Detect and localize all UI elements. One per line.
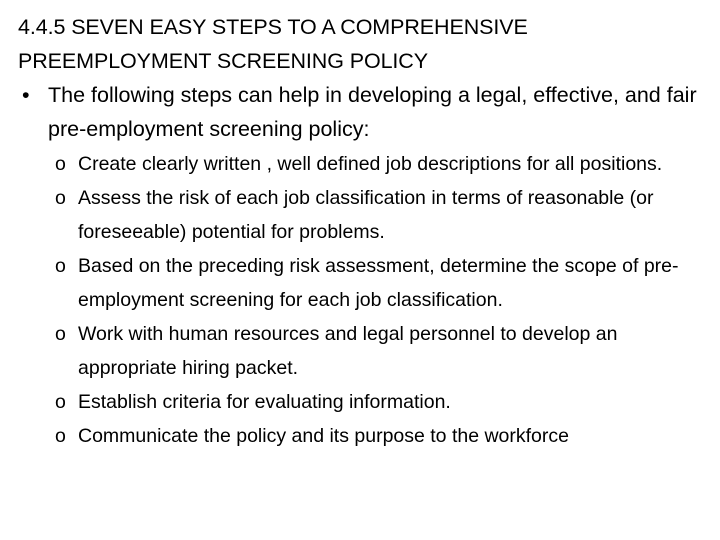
- step-text: Assess the risk of each job classification in terms of reasonable (or foreseeable) potential for problems.: [78, 187, 654, 243]
- step-item: [18, 385, 708, 419]
- step-marker: o: [55, 187, 66, 209]
- step-marker: o: [55, 323, 66, 345]
- step-item: [18, 249, 708, 317]
- step-item: [18, 317, 708, 385]
- bullet-mark: •: [22, 83, 30, 107]
- bullet-text: The following steps can help in developing a legal, effective, and fair pre-employment screening policy:: [48, 83, 697, 141]
- title-line-2: PREEMPLOYMENT SCREENING POLICY: [18, 49, 428, 73]
- slide-title: [18, 10, 708, 78]
- step-text: Establish criteria for evaluating information.: [78, 391, 451, 413]
- step-text: Create clearly written , well defined job descriptions for all positions.: [78, 153, 663, 175]
- step-item: [18, 181, 708, 249]
- step-text: Communicate the policy and its purpose to the workforce: [78, 425, 569, 447]
- step-item: [18, 419, 708, 453]
- step-text: Work with human resources and legal personnel to develop an appropriate hiring packet.: [78, 323, 618, 379]
- slide-content: [18, 10, 708, 453]
- step-marker: o: [55, 391, 66, 413]
- main-bullet: [18, 78, 708, 146]
- step-marker: o: [55, 255, 66, 277]
- title-line-1: 4.4.5 SEVEN EASY STEPS TO A COMPREHENSIVE: [18, 15, 528, 39]
- step-item: [18, 147, 708, 181]
- step-marker: o: [55, 153, 66, 175]
- steps-list: [18, 147, 708, 453]
- step-marker: o: [55, 425, 66, 447]
- step-text: Based on the preceding risk assessment, determine the scope of pre-employment screening for each job classification.: [78, 255, 679, 311]
